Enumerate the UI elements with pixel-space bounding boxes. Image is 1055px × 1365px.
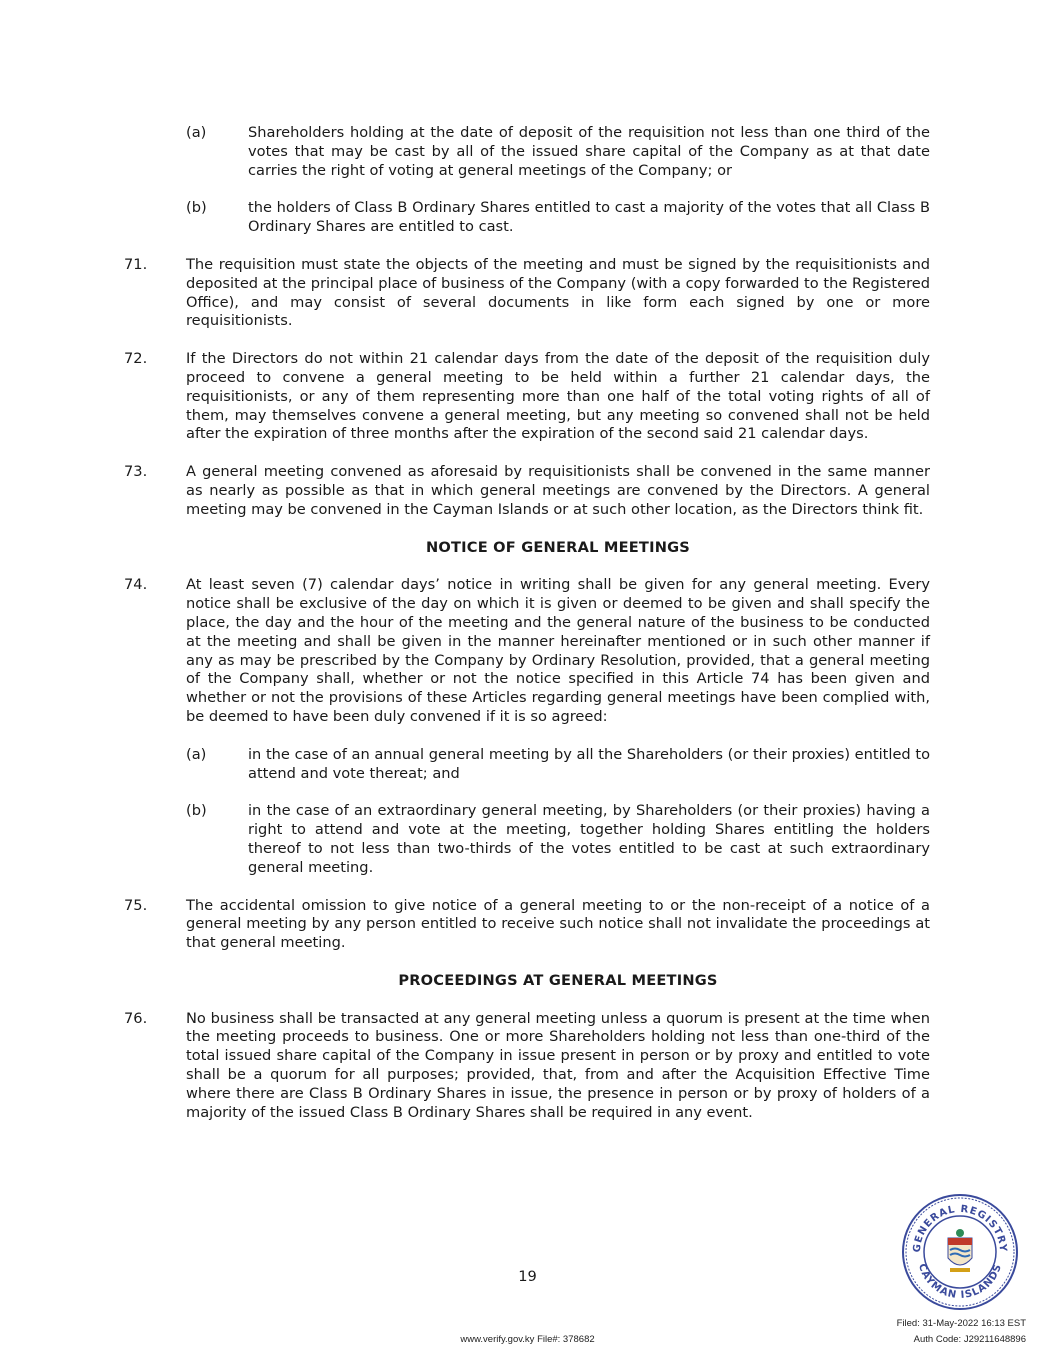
article-74-subitem-a — [186, 746, 930, 784]
section-heading-notice: NOTICE OF GENERAL MEETINGS — [425, 538, 690, 556]
article-number: 76. — [124, 1009, 148, 1027]
filed-timestamp: Filed: 31-May-2022 16:13 EST — [896, 1318, 1026, 1329]
article-number: 74. — [124, 576, 148, 594]
subitem-label: (b) — [186, 802, 207, 820]
article-73 — [124, 463, 930, 519]
article-text: The accidental omission to give notice of a general meeting to or the non-receipt of a notice of a general meeting by any person entitled to receive such notice shall not invalidate the proceedings at that general meeting. — [186, 896, 930, 952]
document-body — [124, 124, 930, 1141]
verify-footer: www.verify.gov.ky File#: 378682 — [460, 1334, 595, 1345]
article-number: 73. — [124, 463, 148, 481]
article-71 — [124, 256, 930, 331]
article-76 — [124, 1010, 930, 1123]
article-text: The requisition must state the objects of the meeting and must be signed by the requisitionists and deposited at the principal place of business of the Company (with a copy forwarded to the Registered Office), and may consist of several documents in like form each signed by one or more requisitionists. — [186, 255, 930, 330]
subitem-text: in the case of an annual general meeting by all the Shareholders (or their proxies) entitled to attend and vote thereat; and — [248, 745, 930, 782]
auth-code: Auth Code: J29211648896 — [913, 1334, 1026, 1345]
subitem-label: (a) — [186, 124, 207, 141]
article-number: 75. — [124, 896, 148, 914]
subitem-text: Shareholders holding at the date of deposit of the requisition not less than one third of the votes that may be cast by all of the issued share capital of the Company as at that date carries the right of voting at general meetings of the Company; or — [248, 124, 930, 179]
subitem-text: the holders of Class B Ordinary Shares entitled to cast a majority of the votes that all Class B Ordinary Shares are entitled to cast. — [248, 199, 930, 236]
subitem-label: (a) — [186, 745, 207, 763]
page-number: 19 — [518, 1268, 537, 1285]
general-registry-seal-icon — [900, 1192, 1020, 1312]
article-74 — [124, 576, 930, 726]
seal-top-text: GENERAL REGISTRY — [911, 1203, 1009, 1253]
subitem-continued-a — [186, 124, 930, 180]
subitem-continued-b — [186, 199, 930, 237]
article-text: If the Directors do not within 21 calendar days from the date of the deposit of the requisition duly proceed to convene a general meeting to be held within a further 21 calendar days, the requisitionists, or any of them representing more than one half of the total voting rights of all of them, may themselves convene a general meeting, but any meeting so convened shall not be held after the expiration of three months after the expiration of the second said 21 calendar days. — [186, 350, 930, 443]
subitem-label: (b) — [186, 199, 207, 217]
article-number: 72. — [124, 350, 148, 368]
seal-bottom-text: CAYMAN ISLANDS — [915, 1262, 1005, 1302]
article-74-subitem-b — [186, 802, 930, 877]
article-number: 71. — [124, 255, 148, 273]
subitem-text: in the case of an extraordinary general meeting, by Shareholders (or their proxies) having a right to attend and vote at the meeting, together holding Shares entitling the holders thereof to not less than two-thirds of the votes entitled to be cast at such extraordinary general meeting. — [248, 802, 930, 876]
article-text: At least seven (7) calendar days’ notice in writing shall be given for any general meeting. Every notice shall be exclusive of the day on which it is given or deemed to be given and shall specify the place, the day and the hour of the meeting and the general nature of the business to be conducted at the meeting and shall be given in the manner hereinafter mentioned or in such other manner if any as may be prescribed by the Company by Ordinary Resolution, provided, that a general meeting of the Company shall, whether or not the notice specified in this Article 74 has been given and whether or not the provisions of these Articles regarding general meetings have been complied with, be deemed to have been duly convened if it is so agreed: — [186, 576, 930, 725]
article-72 — [124, 350, 930, 444]
section-heading-proceedings: PROCEEDINGS AT GENERAL MEETINGS — [398, 971, 718, 989]
article-75 — [124, 897, 930, 953]
article-text: No business shall be transacted at any general meeting unless a quorum is present at the time when the meeting proceeds to business. One or more Shareholders holding not less than one-third of the total issued share capital of the Company in issue present in person or by proxy and entitled to vote shall be a quorum for all purposes; provided, that, from and after the Acquisition Effective Time where there are Class B Ordinary Shares in issue, the presence in person or by proxy of holders of a majority of the issued Class B Ordinary Shares shall be required in any event. — [186, 1009, 930, 1121]
article-text: A general meeting convened as aforesaid by requisitionists shall be convened in the same manner as nearly as possible as that in which general meetings are convened by the Directors. A general meeting may be convened in the Cayman Islands or at such other location, as the Directors think fit. — [186, 463, 930, 518]
